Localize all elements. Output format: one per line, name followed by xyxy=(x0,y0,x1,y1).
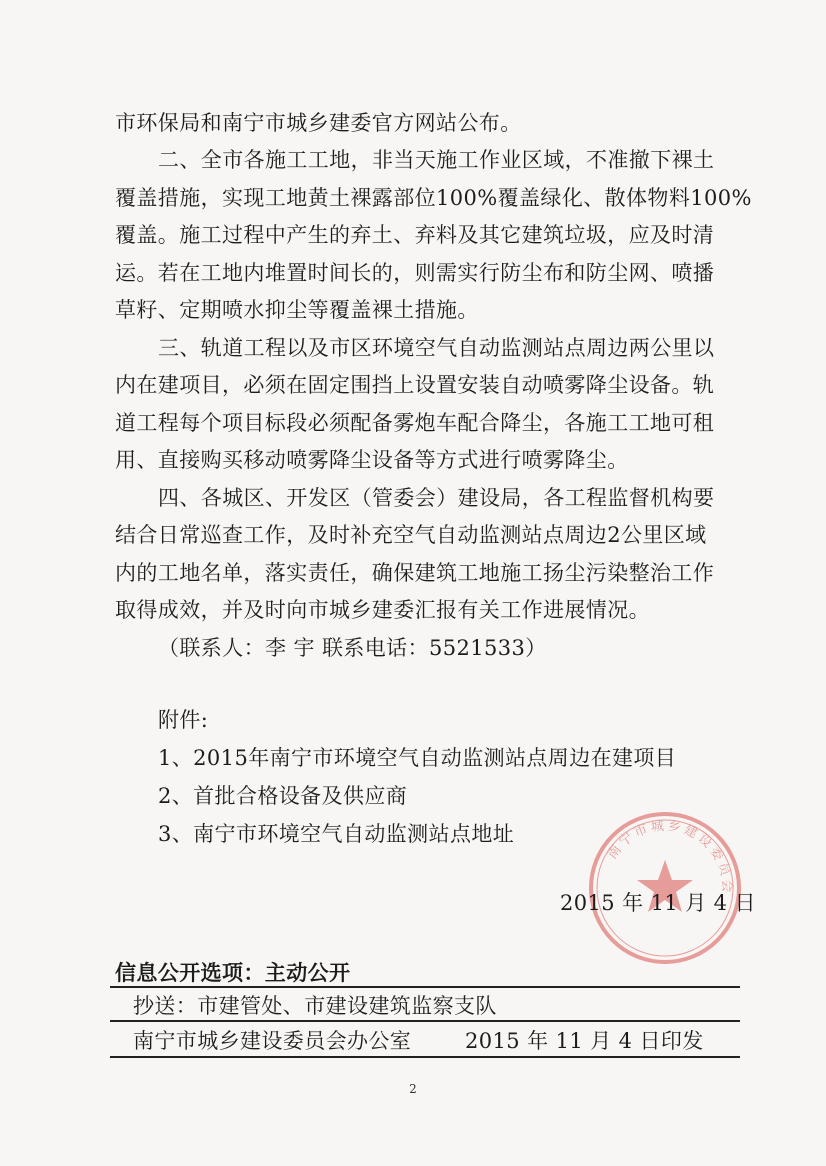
issue-date: 2015 年 11 月 4 日印发 xyxy=(465,1029,704,1053)
attachment-item-3: 3、南宁市环境空气自动监测站点地址 xyxy=(158,822,515,846)
attachment-item-2: 2、首批合格设备及供应商 xyxy=(158,784,408,808)
body-line-12: 结合日常巡查工作，及时补充空气自动监测站点周边2公里区域 xyxy=(115,523,707,547)
body-line-11: 四、各城区、开发区（管委会）建设局，各工程监督机构要 xyxy=(158,486,715,510)
issuer-name: 南宁市城乡建设委员会办公室 xyxy=(133,1029,412,1053)
signature-date: 2015 年 11 月 4 日 xyxy=(560,891,756,915)
official-seal-icon xyxy=(585,808,745,968)
body-line-5: 运。若在工地内堆置时间长的，则需实行防尘布和防尘网、喷播 xyxy=(115,261,715,285)
body-line-14: 取得成效，并及时向市城乡建委汇报有关工作进展情况。 xyxy=(115,598,650,622)
body-line-6: 草籽、定期喷水抑尘等覆盖裸土措施。 xyxy=(115,298,479,322)
footer-rule-1 xyxy=(110,986,740,988)
attachments-label: 附件: xyxy=(158,708,209,732)
contact-line: （联系人：李 宇 联系电话：5521533） xyxy=(158,636,547,660)
body-line-2: 二、全市各施工工地，非当天施工作业区域，不准撤下裸土 xyxy=(158,148,715,172)
page-number: 2 xyxy=(409,1082,417,1096)
body-line-9: 道工程每个项目标段必须配备雾炮车配合降尘，各施工工地可租 xyxy=(115,411,715,435)
footer-rule-2 xyxy=(110,1020,740,1022)
body-line-4: 覆盖。施工过程中产生的弃土、弃料及其它建筑垃圾，应及时清 xyxy=(115,223,715,247)
seal-text: 南宁市城乡建设委员会 xyxy=(604,818,735,896)
body-line-10: 用、直接购买移动喷雾降尘设备等方式进行喷雾降尘。 xyxy=(115,448,629,472)
body-line-1: 市环保局和南宁市城乡建委官方网站公布。 xyxy=(115,111,522,135)
body-line-8: 内在建项目，必须在固定围挡上设置安装自动喷雾降尘设备。轨 xyxy=(115,373,715,397)
body-line-7: 三、轨道工程以及市区环境空气自动监测站点周边两公里以 xyxy=(158,336,715,360)
body-line-3: 覆盖措施，实现工地黄土裸露部位100%覆盖绿化、散体物料100% xyxy=(115,186,752,210)
attachment-item-1: 1、2015年南宁市环境空气自动监测站点周边在建项目 xyxy=(158,746,677,770)
body-line-13: 内的工地名单，落实责任，确保建筑工地施工扬尘污染整治工作 xyxy=(115,561,715,585)
disclosure-option: 信息公开选项：主动公开 xyxy=(115,961,351,985)
cc-line: 抄送：市建管处、市建设建筑监察支队 xyxy=(133,994,497,1018)
footer-rule-3 xyxy=(110,1056,740,1058)
